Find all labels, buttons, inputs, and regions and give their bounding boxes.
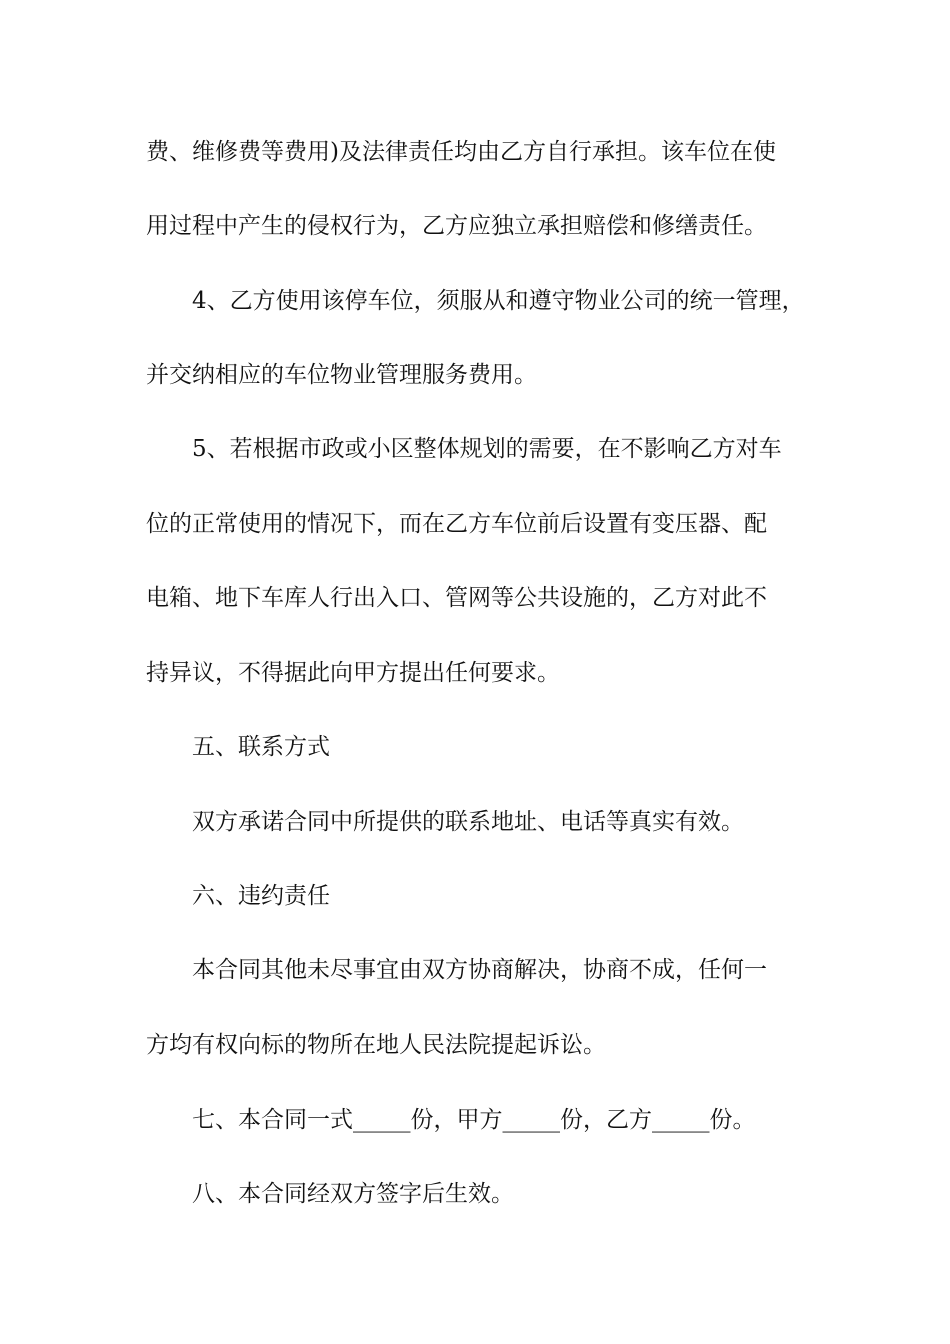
paragraph-line: 并交纳相应的车位物业管理服务费用。 bbox=[146, 362, 537, 388]
paragraph-line: 方均有权向标的物所在地人民法院提起诉讼。 bbox=[146, 1032, 606, 1058]
paragraph-line: 电箱、地下车库人行出入口、管网等公共设施的，乙方对此不 bbox=[146, 585, 767, 611]
breach-paragraph-line: 本合同其他未尽事宜由双方协商解决，协商不成，任何一 bbox=[192, 957, 767, 983]
section-heading-contact: 五、联系方式 bbox=[192, 734, 330, 760]
effective-clause: 八、本合同经双方签字后生效。 bbox=[192, 1181, 514, 1207]
paragraph-line: 持异议，不得据此向甲方提出任何要求。 bbox=[146, 660, 560, 686]
paragraph-line: 位的正常使用的情况下，而在乙方车位前后设置有变压器、配 bbox=[146, 511, 767, 537]
section-heading-breach: 六、违约责任 bbox=[192, 883, 330, 909]
clause-4-line: 4、乙方使用该停车位，须服从和遵守物业公司的统一管理， bbox=[192, 288, 805, 314]
clause-5-line: 5、若根据市政或小区整体规划的需要，在不影响乙方对车 bbox=[192, 436, 782, 462]
contact-statement: 双方承诺合同中所提供的联系地址、电话等真实有效。 bbox=[192, 809, 744, 835]
paragraph-line: 用过程中产生的侵权行为，乙方应独立承担赔偿和修缮责任。 bbox=[146, 213, 767, 239]
copies-clause: 七、本合同一式_____份，甲方_____份，乙方_____份。 bbox=[192, 1107, 756, 1133]
paragraph-line: 费、维修费等费用)及法律责任均由乙方自行承担。该车位在使 bbox=[146, 139, 776, 165]
